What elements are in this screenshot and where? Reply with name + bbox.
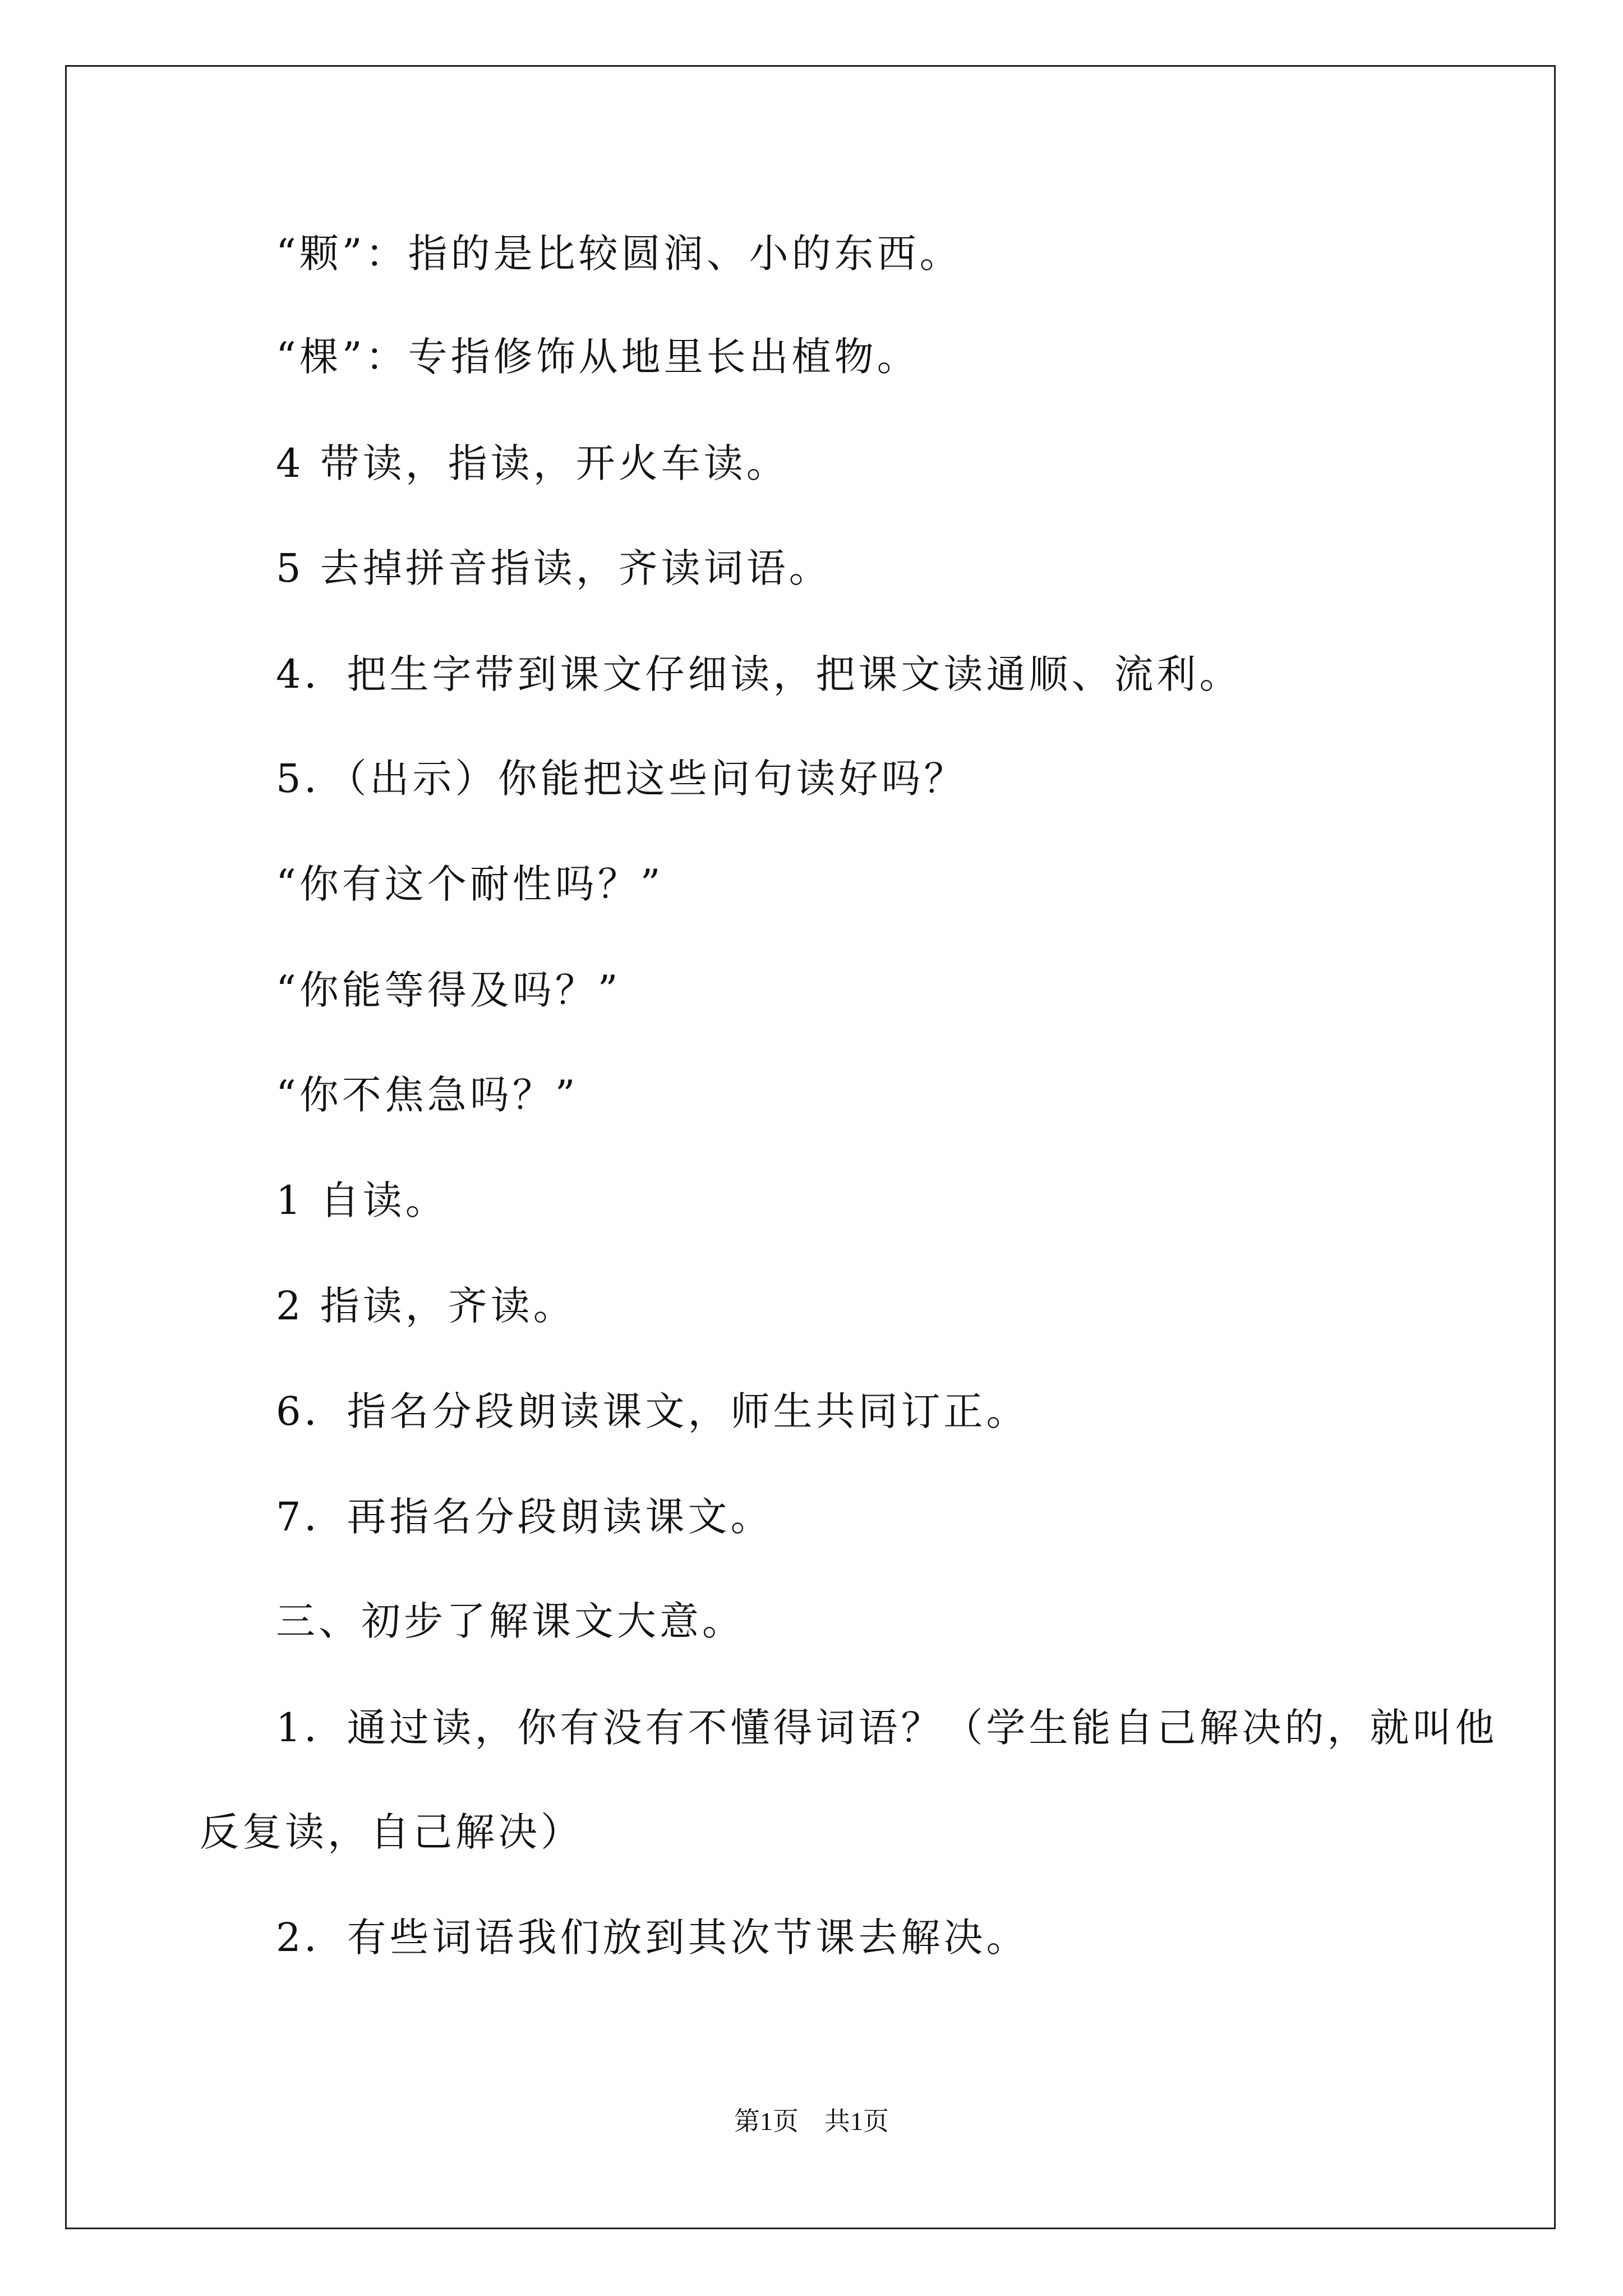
text-line: “你能等得及吗？” xyxy=(276,967,621,1013)
text-line: 2 指读，齐读。 xyxy=(276,1283,576,1329)
text-line: “棵”：专指修饰从地里长出植物。 xyxy=(276,334,920,380)
text-line: 2．有些词语我们放到其次节课去解决。 xyxy=(276,1915,1029,1961)
text-line: “你不焦急吗？” xyxy=(276,1072,579,1118)
page-number-footer: 第1页 共1页 xyxy=(734,2107,889,2136)
page-frame xyxy=(65,65,1556,2229)
text-line: 5 去掉拼音指读，齐读词语。 xyxy=(276,545,832,591)
text-line: “颗”：指的是比较圆润、小的东西。 xyxy=(276,231,962,277)
text-line: 5．（出示）你能把这些问句读好吗？ xyxy=(276,756,967,802)
text-line: 7．再指名分段朗读课文。 xyxy=(276,1494,773,1540)
text-line: 三、初步了解课文大意。 xyxy=(276,1598,745,1644)
text-line: 1．通过读，你有没有不懂得词语？（学生能自己解决的，就叫他 xyxy=(276,1705,1498,1751)
text-line: 6．指名分段朗读课文，师生共同订正。 xyxy=(276,1388,1029,1434)
text-line: 1 自读。 xyxy=(276,1177,448,1223)
text-line: 反复读，自己解决） xyxy=(200,1809,583,1855)
text-line: 4 带读，指读，开火车读。 xyxy=(276,440,789,486)
text-line: 4．把生字带到课文仔细读，把课文读通顺、流利。 xyxy=(276,651,1242,697)
text-line: “你有这个耐性吗？” xyxy=(276,861,664,907)
